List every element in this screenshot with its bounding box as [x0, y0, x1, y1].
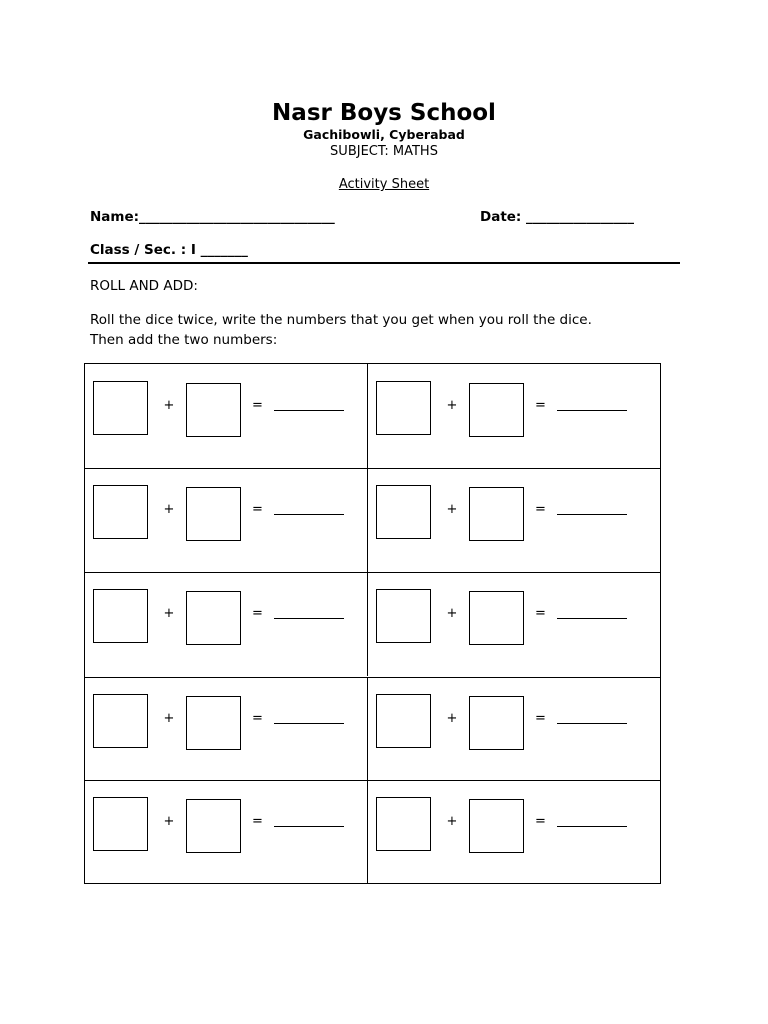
first-roll-box[interactable] [376, 485, 431, 539]
answer-blank[interactable] [557, 410, 627, 411]
answer-blank[interactable] [557, 826, 627, 827]
second-roll-box[interactable] [186, 487, 241, 541]
equals-sign: = [535, 502, 546, 517]
second-roll-box[interactable] [469, 696, 524, 750]
equals-sign: = [535, 711, 546, 726]
second-roll-box[interactable] [186, 591, 241, 645]
plus-sign: + [446, 814, 458, 829]
class-section-field[interactable]: Class / Sec. : I _______ [90, 242, 248, 258]
first-roll-box[interactable] [376, 694, 431, 748]
grid-row [85, 364, 660, 468]
equals-sign: = [252, 502, 263, 517]
roll-and-add-cell [368, 677, 660, 781]
roll-and-add-cell [368, 780, 660, 884]
answer-blank[interactable] [557, 723, 627, 724]
first-roll-box[interactable] [93, 381, 148, 435]
plus-sign: + [163, 711, 175, 726]
roll-and-add-grid [84, 363, 661, 884]
equals-sign: = [252, 814, 263, 829]
row-divider [85, 780, 660, 781]
grid-row [85, 677, 660, 781]
answer-blank[interactable] [274, 618, 344, 619]
grid-row [85, 572, 660, 676]
date-field[interactable]: Date: ________________ [480, 209, 635, 225]
second-roll-box[interactable] [469, 487, 524, 541]
plus-sign: + [446, 502, 458, 517]
second-roll-box[interactable] [469, 591, 524, 645]
sheet-title-text: Activity Sheet [338, 177, 430, 192]
second-roll-box[interactable] [469, 383, 524, 437]
name-field[interactable]: Name:_____________________________ [90, 209, 335, 225]
answer-blank[interactable] [557, 514, 627, 515]
instruction-line: Then add the two numbers: [90, 332, 278, 348]
answer-blank[interactable] [274, 514, 344, 515]
roll-and-add-cell [85, 780, 368, 884]
roll-and-add-cell [85, 572, 368, 676]
first-roll-box[interactable] [376, 797, 431, 851]
first-roll-box[interactable] [376, 589, 431, 643]
roll-and-add-cell [85, 468, 368, 572]
plus-sign: + [163, 502, 175, 517]
equals-sign: = [252, 398, 263, 413]
roll-and-add-cell [85, 677, 368, 781]
row-divider [85, 572, 660, 573]
second-roll-box[interactable] [186, 799, 241, 853]
header-divider [88, 262, 680, 264]
section-heading: ROLL AND ADD: [90, 278, 198, 294]
roll-and-add-cell [368, 364, 660, 468]
answer-blank[interactable] [274, 826, 344, 827]
second-roll-box[interactable] [186, 383, 241, 437]
second-roll-box[interactable] [186, 696, 241, 750]
instruction-line: Roll the dice twice, write the numbers that you get when you roll the dice. [90, 312, 592, 328]
grid-row [85, 780, 660, 884]
first-roll-box[interactable] [376, 381, 431, 435]
answer-blank[interactable] [557, 618, 627, 619]
equals-sign: = [535, 814, 546, 829]
school-address: Gachibowli, Cyberabad [303, 127, 465, 142]
school-name: Nasr Boys School [272, 100, 496, 126]
second-roll-box[interactable] [469, 799, 524, 853]
roll-and-add-cell [85, 364, 368, 468]
plus-sign: + [163, 814, 175, 829]
equals-sign: = [535, 606, 546, 621]
grid-row [85, 468, 660, 572]
equals-sign: = [252, 606, 263, 621]
equals-sign: = [535, 398, 546, 413]
plus-sign: + [446, 606, 458, 621]
first-roll-box[interactable] [93, 589, 148, 643]
plus-sign: + [163, 398, 175, 413]
row-divider [85, 468, 660, 469]
roll-and-add-cell [368, 468, 660, 572]
plus-sign: + [446, 398, 458, 413]
roll-and-add-cell [368, 572, 660, 676]
equals-sign: = [252, 711, 263, 726]
sheet-title [0, 176, 768, 193]
plus-sign: + [163, 606, 175, 621]
answer-blank[interactable] [274, 723, 344, 724]
answer-blank[interactable] [274, 410, 344, 411]
plus-sign: + [446, 711, 458, 726]
first-roll-box[interactable] [93, 694, 148, 748]
row-divider [85, 677, 660, 678]
instructions [90, 310, 690, 350]
first-roll-box[interactable] [93, 797, 148, 851]
first-roll-box[interactable] [93, 485, 148, 539]
subject-label: SUBJECT: MATHS [330, 144, 438, 159]
